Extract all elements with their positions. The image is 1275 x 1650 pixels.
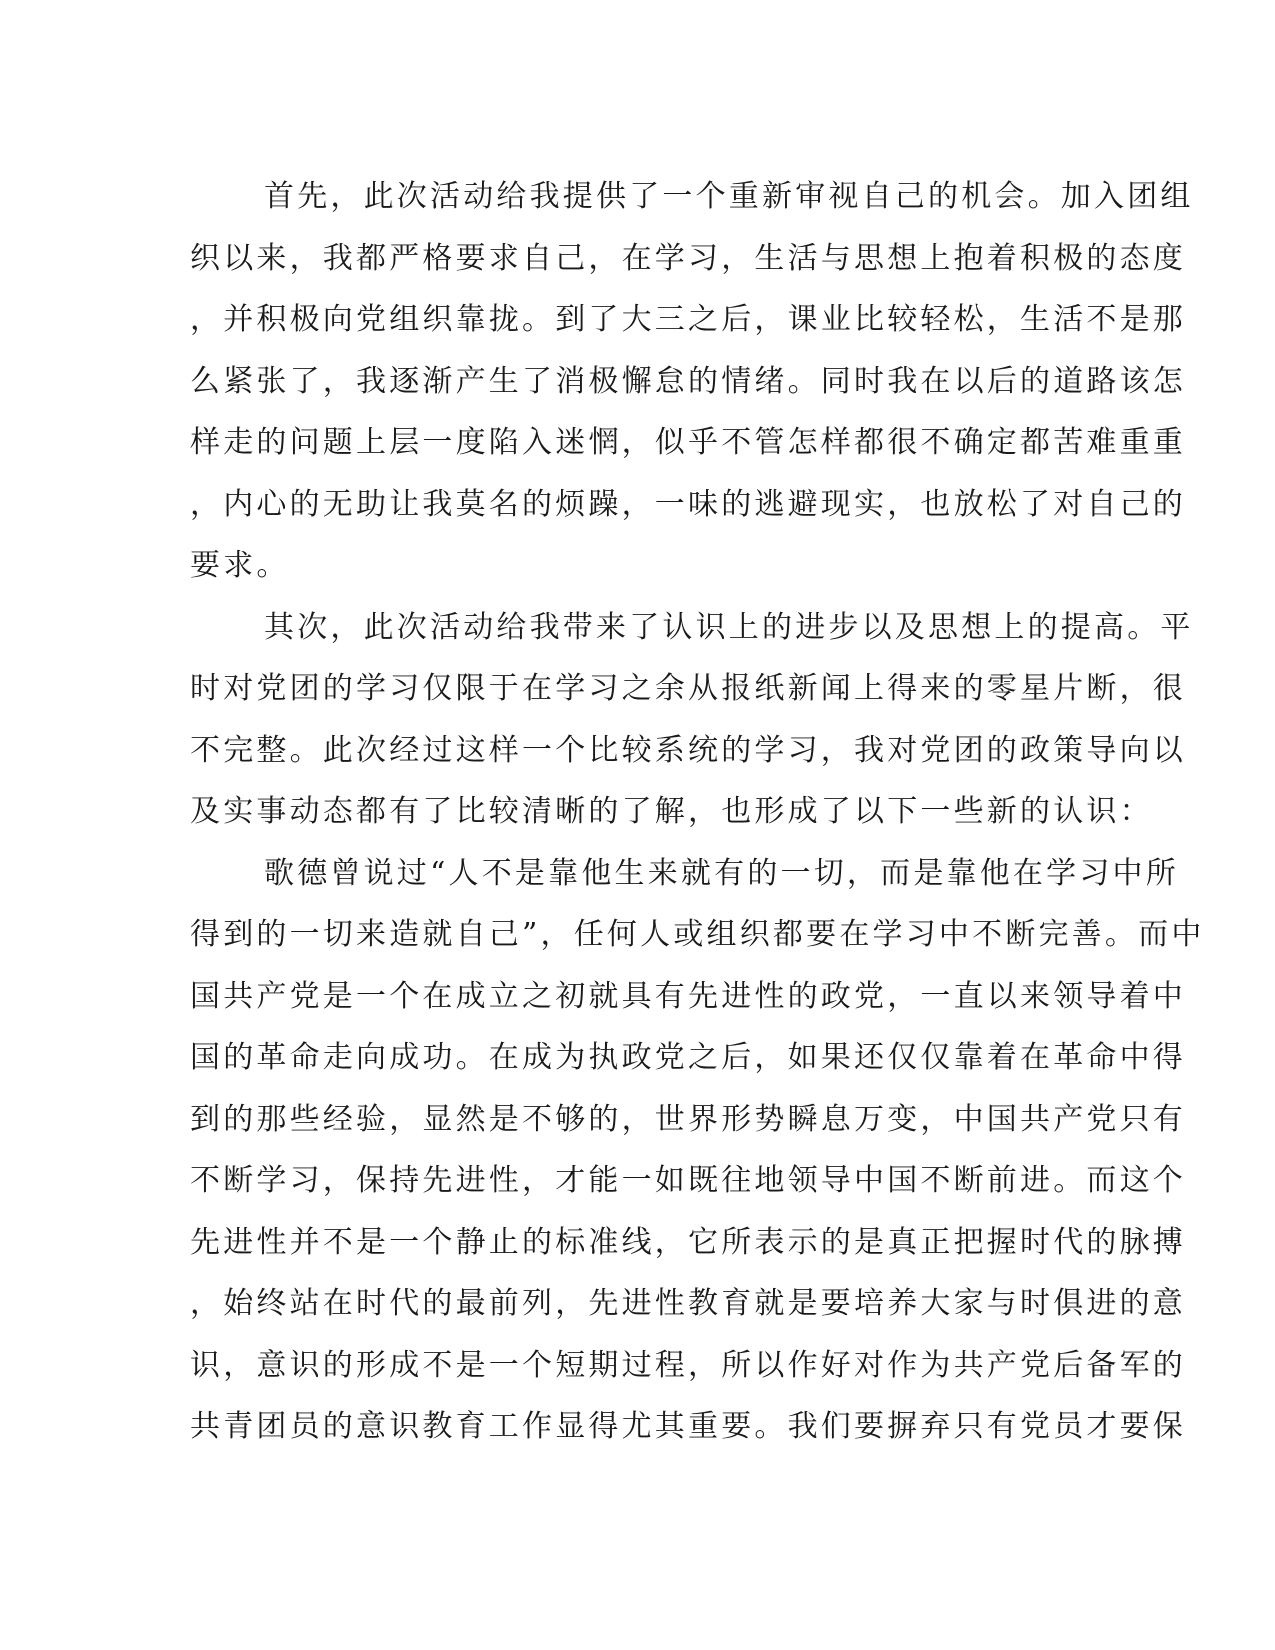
text-line: 国的革命走向成功。在成为执政党之后，如果还仅仅靠着在革命中得 (190, 1040, 1186, 1075)
text-line: ，并积极向党组织靠拢。到了大三之后，课业比较轻松，生活不是那 (190, 302, 1186, 337)
text-line: 歌德曾说过“人不是靠他生来就有的一切，而是靠他在学习中所 (264, 855, 1179, 891)
text-line: 先进性并不是一个静止的标准线，它所表示的是真正把握时代的脉搏 (190, 1224, 1186, 1260)
text-line: 到的那些经验，显然是不够的，世界形势瞬息万变，中国共产党只有 (190, 1101, 1186, 1137)
text-line: 首先，此次活动给我提供了一个重新审视自己的机会。加入团组 (264, 179, 1194, 214)
text-line: 得到的一切来造就自己”，任何人或组织都要在学习中不断完善。而中 (190, 917, 1205, 952)
text-line: 共青团员的意识教育工作显得尤其重要。我们要摒弃只有党员才要保 (190, 1409, 1186, 1444)
text-line: 不完整。此次经过这样一个比较系统的学习，我对党团的政策导向以 (190, 732, 1186, 768)
text-line: 国共产党是一个在成立之初就具有先进性的政党，一直以来领导着中 (190, 978, 1186, 1014)
document-body (190, 166, 1205, 1458)
text-line: ，内心的无助让我莫名的烦躁，一味的逃避现实，也放松了对自己的 (190, 486, 1186, 522)
text-line: 时对党团的学习仅限于在学习之余从报纸新闻上得来的零星片断，很 (190, 671, 1186, 706)
text-line: ，始终站在时代的最前列，先进性教育就是要培养大家与时俱进的意 (190, 1286, 1186, 1321)
text-line: 么紧张了，我逐渐产生了消极懈怠的情绪。同时我在以后的道路该怎 (190, 363, 1186, 399)
text-line: 识，意识的形成不是一个短期过程，所以作好对作为共产党后备军的 (190, 1347, 1186, 1383)
text-line: 样走的问题上层一度陷入迷惘，似乎不管怎样都很不确定都苦难重重 (190, 425, 1186, 460)
text-line: 要求。 (190, 548, 290, 583)
text-line: 不断学习，保持先进性，才能一如既往地领导中国不断前进。而这个 (190, 1163, 1186, 1198)
text-line: 及实事动态都有了比较清晰的了解，也形成了以下一些新的认识： (190, 794, 1153, 829)
text-line: 织以来，我都严格要求自己，在学习，生活与思想上抱着积极的态度 (190, 240, 1186, 276)
text-line: 其次，此次活动给我带来了认识上的进步以及思想上的提高。平 (264, 609, 1194, 645)
